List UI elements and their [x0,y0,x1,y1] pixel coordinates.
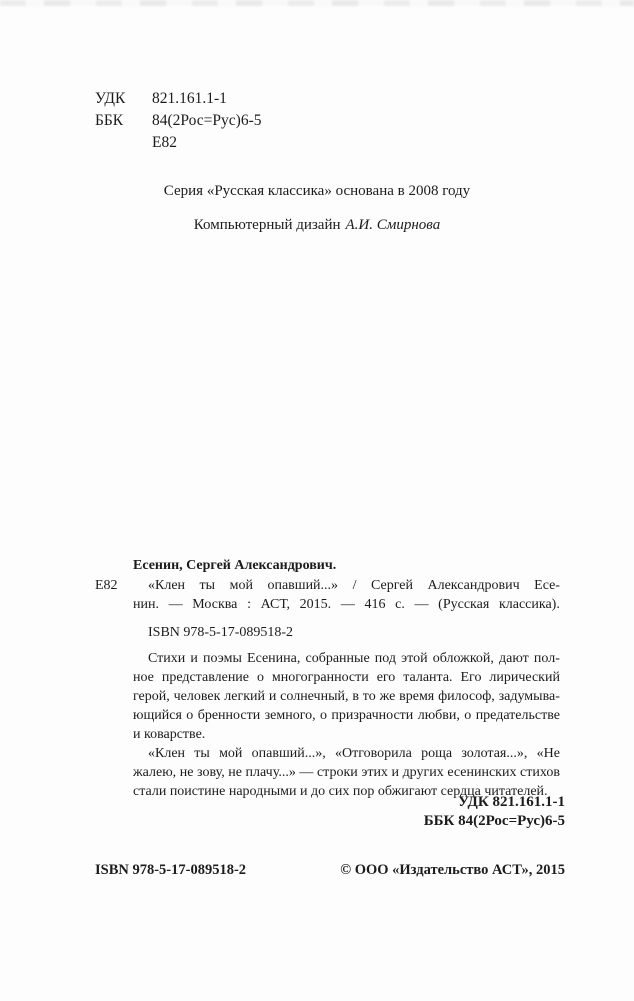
entry-code-spacer [95,132,152,154]
catalog-isbn: ISBN 978-5-17-089518-2 [148,625,294,640]
annotation-line: стали поистине народными и до сих пор обжигают сердца читателей. [133,784,548,799]
classification-block [95,88,261,154]
catalog-title-line-2: нин. — Москва : АСТ, 2015. — 416 с. — (Русская классика). [133,597,560,612]
catalog-title-line-1: «Клен ты мой опавший...» / Сергей Александрович Есе- [148,577,560,593]
udk-label: УДК [95,90,126,107]
annotation-line: «Клен ты мой опавший...», «Отговорила роща золотая...», «Не [148,746,560,761]
udk-value: 821.161.1-1 [152,90,227,107]
footer-copyright: © ООО «Издательство АСТ», 2015 [340,862,565,878]
catalog-entry-code: Е82 [95,578,118,593]
annotation-line: ющийся о бренности земного, о призрачности любви, о предательстве [133,708,560,723]
design-credit-name: А.И. Смирнова [345,217,441,233]
catalog-card [95,556,560,615]
series-note: Серия «Русская классика» основана в 2008 году [163,183,471,199]
catalog-author-heading: Есенин, Сергей Александрович. [133,558,337,573]
annotation-line: ное представление о многогранности его таланта. Его лирический [133,670,560,685]
annotation-line: и коварстве. [133,727,206,742]
design-credit [0,217,634,234]
design-credit-prefix: Компьютерный дизайн [193,217,341,233]
annotation-block [133,649,560,801]
footer-isbn: ISBN 978-5-17-089518-2 [95,862,247,878]
footer-udk: УДК 821.161.1-1 [458,794,565,810]
annotation-line: герой, человек легкий и солнечный, в то же время философ, задумыва- [133,689,560,704]
annotation-line: жалею, не зову, не плачу...» — строки этих и других есенинских стихов [133,765,560,780]
bbk-value: 84(2Рос=Рус)6-5 [152,112,262,129]
entry-code-top: Е82 [152,134,177,151]
scan-artifact-top [0,0,634,6]
bbk-label: ББК [95,112,124,129]
footer-classification-codes [424,793,565,831]
annotation-line: Стихи и поэмы Есенина, собранные под этой обложкой, дают пол- [148,651,560,666]
footer-line [95,862,565,879]
footer-bbk: ББК 84(2Рос=Рус)6-5 [423,813,565,829]
